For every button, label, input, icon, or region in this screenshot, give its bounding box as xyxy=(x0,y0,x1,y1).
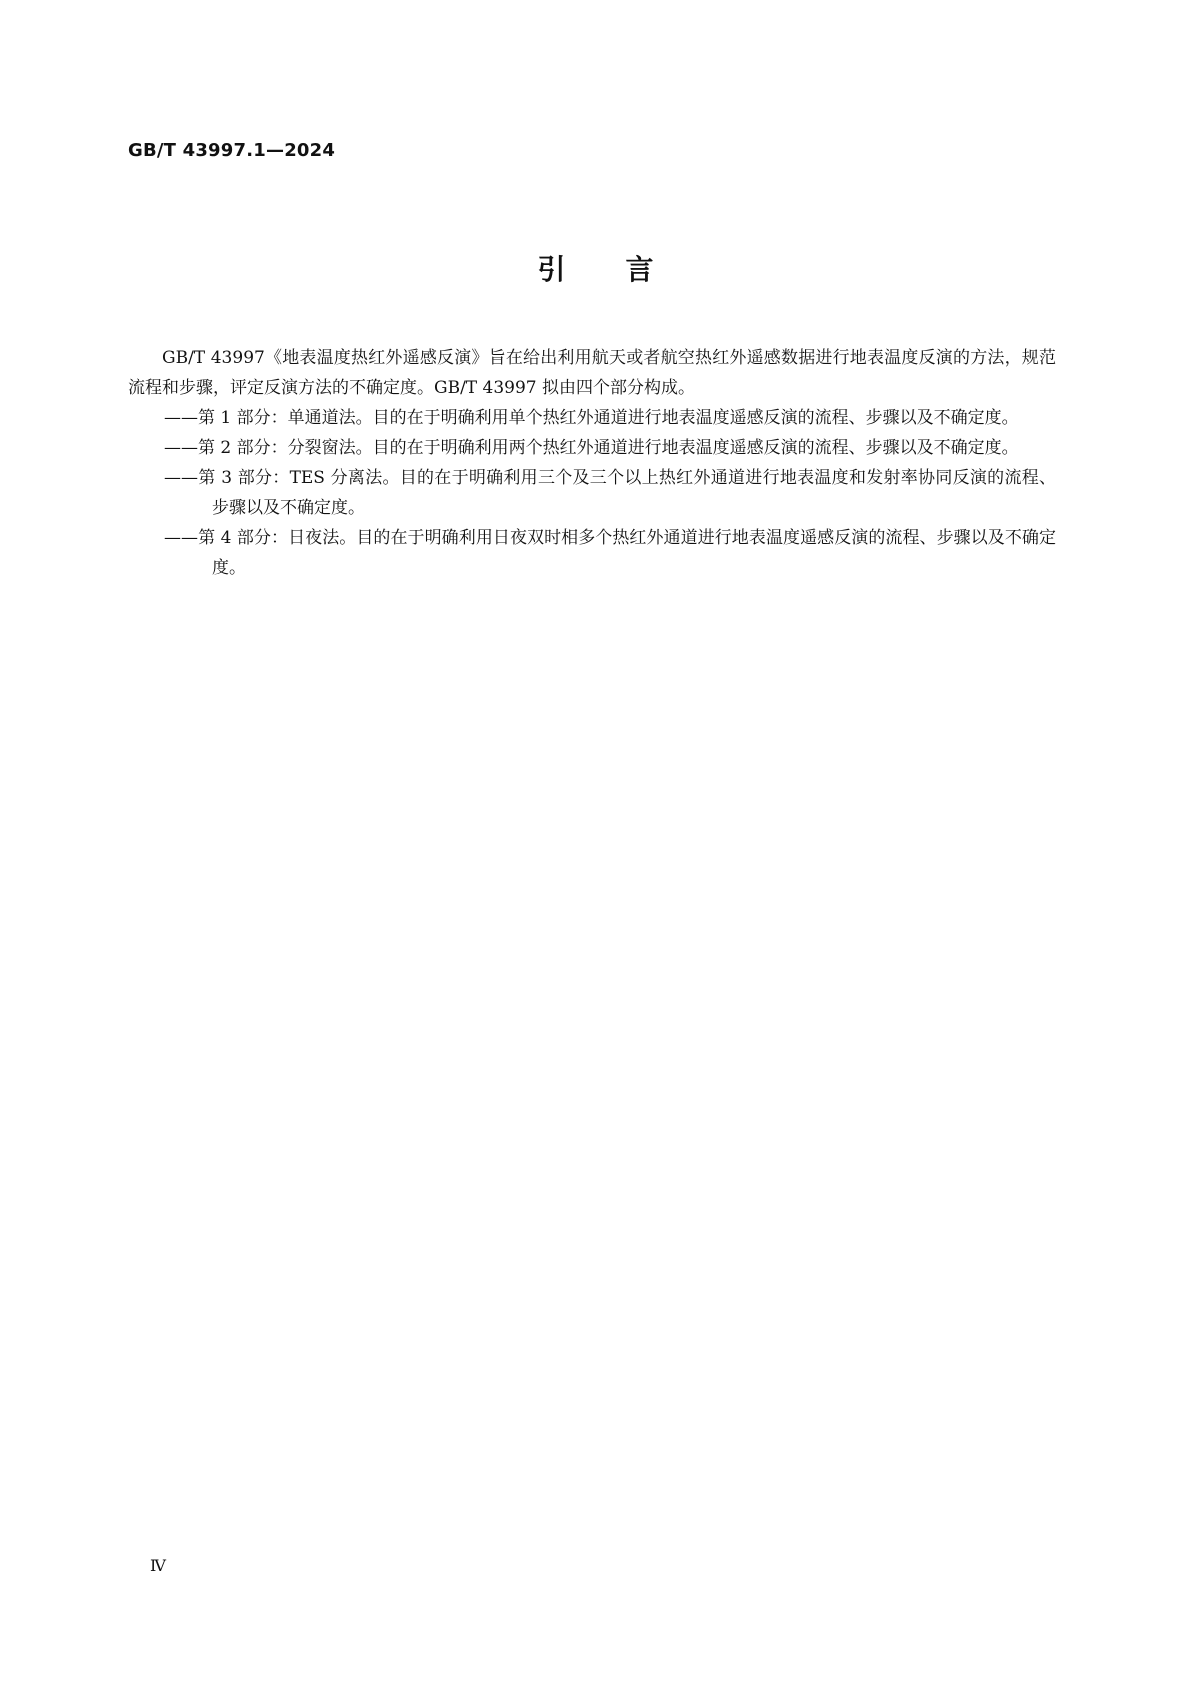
list-item: ——第 2 部分：分裂窗法。目的在于明确利用两个热红外通道进行地表温度遥感反演的流程、步骤以及不确定度。 xyxy=(164,438,1019,458)
list-item: ——第 3 部分：TES 分离法。目的在于明确利用三个及三个以上热红外通道进行地表温度和发射率协同反演的流程、步骤以及不确定度。 xyxy=(164,468,1056,518)
list-item: ——第 1 部分：单通道法。目的在于明确利用单个热红外通道进行地表温度遥感反演的流程、步骤以及不确定度。 xyxy=(164,408,1019,428)
parts-list xyxy=(128,403,1056,583)
list-item: ——第 4 部分：日夜法。目的在于明确利用日夜双时相多个热红外通道进行地表温度遥感反演的流程、步骤以及不确定度。 xyxy=(164,528,1056,578)
document-body xyxy=(128,343,1056,583)
page-number: Ⅳ xyxy=(150,1556,166,1575)
page-title: 引言 xyxy=(537,253,714,286)
standard-number: GB/T 43997.1—2024 xyxy=(128,140,336,161)
intro-paragraph: GB/T 43997《地表温度热红外遥感反演》旨在给出利用航天或者航空热红外遥感数据进行地表温度反演的方法，规范流程和步骤，评定反演方法的不确定度。GB/T 43997 拟由四个部分构成。 xyxy=(128,348,1056,398)
